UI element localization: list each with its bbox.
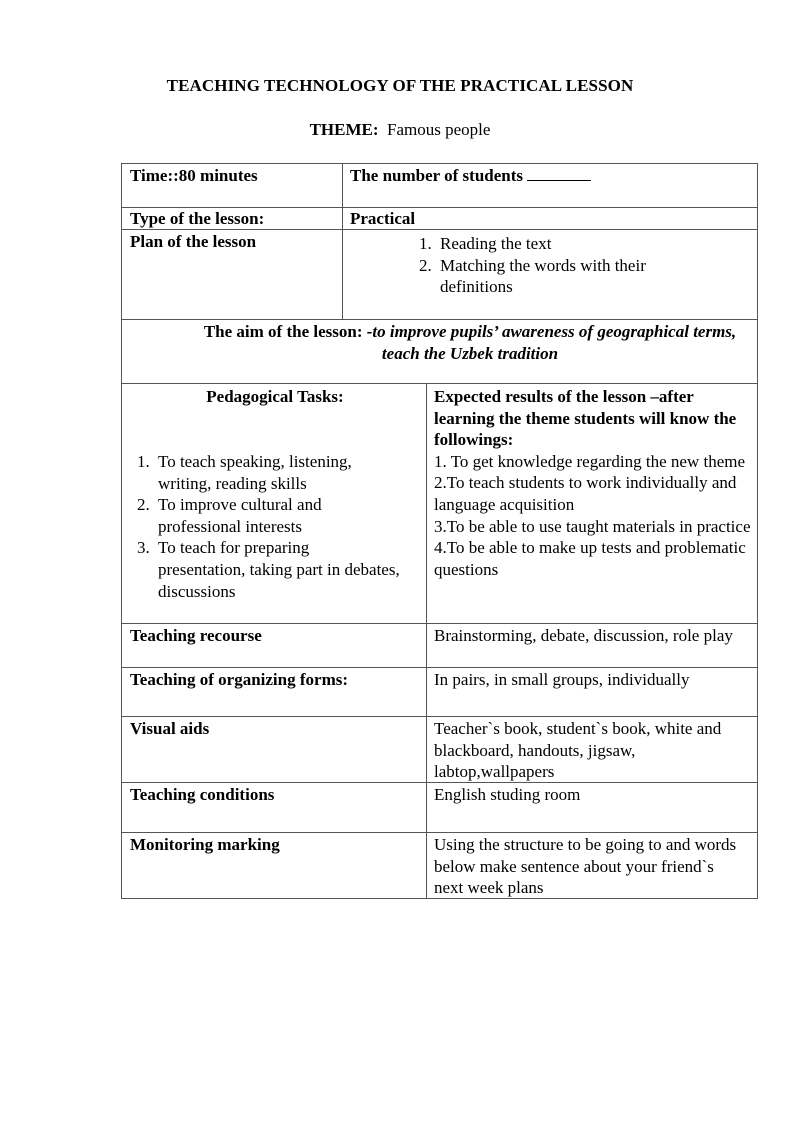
task-item: 2. To improve cultural and professional interests xyxy=(154,494,400,537)
row-divider xyxy=(121,667,758,668)
students-blank xyxy=(527,166,591,181)
col-divider xyxy=(342,163,343,320)
row-value: In pairs, in small groups, individually xyxy=(434,670,690,689)
tasks-list xyxy=(130,451,400,602)
task-item: 3. To teach for preparing presentation, taking part in debates, discussions xyxy=(154,537,400,602)
time-cell: Time::80 minutes xyxy=(130,166,258,185)
result-item: 4.To be able to make up tests and problematic questions xyxy=(434,538,746,579)
result-item: 1. To get knowledge regarding the new theme xyxy=(434,451,746,471)
theme-line xyxy=(0,120,800,140)
row-divider xyxy=(121,623,758,624)
result-item: 2.To teach students to work individually and language acquisition xyxy=(434,473,737,514)
plan-item: 1. Reading the text xyxy=(436,233,712,255)
theme-value: Famous people xyxy=(387,120,491,139)
row-divider xyxy=(121,832,758,833)
result-item: 3.To be able to use taught materials in practice xyxy=(434,516,751,536)
row-value: Teacher`s book, student`s book, white and blackboard, handouts, jigsaw, labtop,wallpapers xyxy=(434,719,722,782)
type-value: Practical xyxy=(350,209,416,228)
students-label: The number of students xyxy=(350,166,524,185)
row-label: Teaching recourse xyxy=(130,626,262,645)
row-label: Teaching conditions xyxy=(130,785,275,804)
results-cell xyxy=(434,386,752,580)
row-divider xyxy=(121,383,758,384)
row-value: Using the structure to be going to and words below make sentence about your friend`s next week plans xyxy=(434,835,737,898)
row-value: Brainstorming, debate, discussion, role play xyxy=(434,626,733,645)
row-label: Teaching of organizing forms: xyxy=(130,670,349,689)
plan-item: 2. Matching the words with their definitions xyxy=(436,255,712,298)
document-title: TEACHING TECHNOLOGY OF THE PRACTICAL LESSON xyxy=(166,76,634,95)
row-label: Visual aids xyxy=(130,719,210,738)
col-divider xyxy=(426,383,427,899)
row-value: English studing room xyxy=(434,785,581,804)
students-cell xyxy=(350,165,750,187)
results-header: Expected results of the lesson –after learning the theme students will know the followings: xyxy=(434,387,737,450)
row-divider xyxy=(121,319,758,320)
plan-label: Plan of the lesson xyxy=(130,232,257,251)
tasks-header: Pedagogical Tasks: xyxy=(206,387,344,406)
row-divider xyxy=(121,716,758,717)
task-item: 1. To teach speaking, listening, writing, reading skills xyxy=(154,451,400,494)
plan-list xyxy=(412,233,712,298)
aim-label: The aim of the lesson xyxy=(203,322,357,341)
theme-label: THEME: xyxy=(309,120,379,139)
aim-text: -to improve pupils’ awareness of geographical terms, teach the Uzbek tradition xyxy=(366,322,737,363)
type-label: Type of the lesson: xyxy=(130,209,265,228)
row-label: Monitoring marking xyxy=(130,835,280,854)
aim-cell: The aim of the lesson: -to improve pupils’ awareness of geographical terms, teach the Uzbek tradition xyxy=(203,322,737,363)
